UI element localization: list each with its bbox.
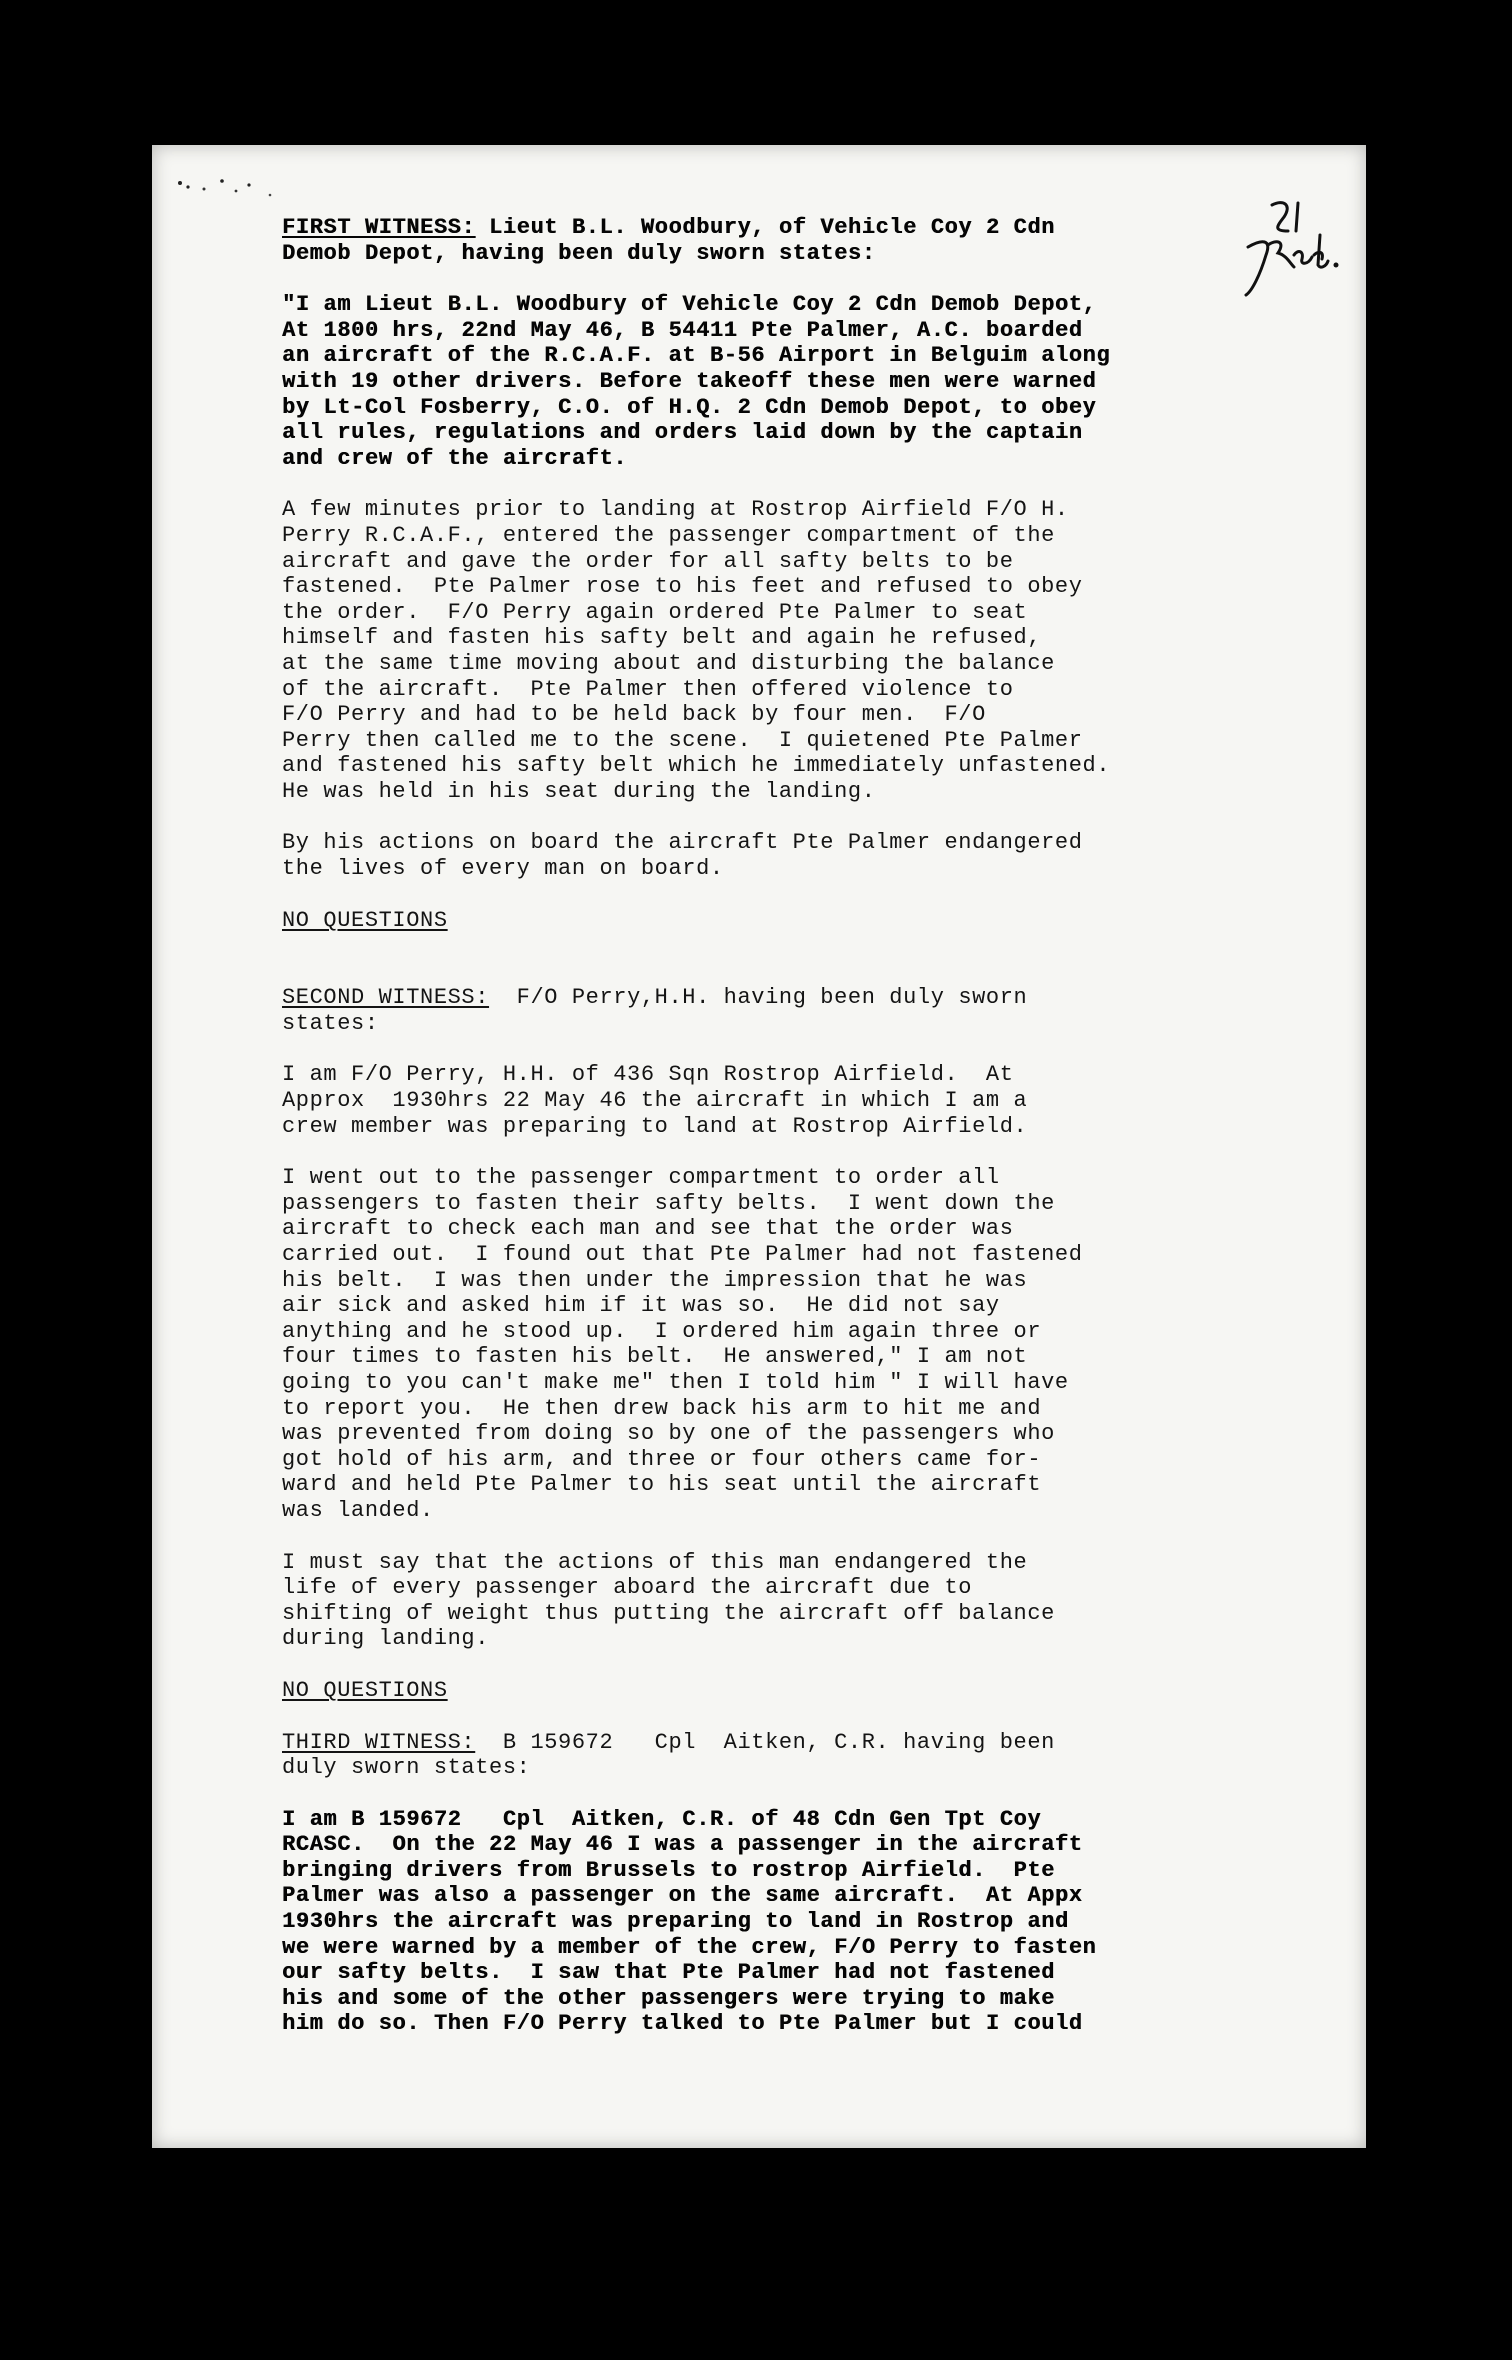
- text-line: I went out to the passenger compartment to order all: [282, 1165, 1000, 1191]
- text-line: Perry then called me to the scene. I quietened Pte Palmer: [282, 727, 1083, 753]
- text-line: Perry R.C.A.F., entered the passenger compartment of the: [282, 522, 1055, 548]
- text-line: going to you can't make me" then I told him " I will have: [282, 1369, 1069, 1395]
- witness1-heading-rest: Lieut B.L. Woodbury, of Vehicle Coy 2 Cdn: [475, 215, 1055, 240]
- text-line: He was held in his seat during the landing.: [282, 778, 876, 804]
- witness1-paragraph-3: [282, 830, 1282, 881]
- witness2-heading-rest: F/O Perry,H.H. having been duly sworn: [489, 985, 1028, 1011]
- text-line: air sick and asked him if it was so. He did not say: [282, 1293, 1000, 1319]
- page-specks: [174, 173, 294, 203]
- document-page: [152, 145, 1366, 2148]
- text-line: crew member was preparing to land at Rostrop Airfield.: [282, 1113, 1028, 1139]
- text-line: By his actions on board the aircraft Pte Palmer endangered: [282, 830, 1083, 856]
- witness2-paragraph-2: [282, 1165, 1282, 1523]
- text-line: bringing drivers from Brussels to rostrop Airfield. Pte: [282, 1857, 1055, 1883]
- text-line: aircraft and gave the order for all safty belts to be: [282, 548, 1014, 574]
- text-line: all rules, regulations and orders laid down by the captain: [282, 420, 1083, 446]
- text-line: A few minutes prior to landing at Rostrop Airfield F/O H.: [282, 497, 1069, 523]
- text-line: during landing.: [282, 1626, 490, 1652]
- text-line: Approx 1930hrs 22 May 46 the aircraft in which I am a: [282, 1088, 1028, 1114]
- text-line: shifting of weight thus putting the aircraft off balance: [282, 1600, 1055, 1626]
- text-line: of the aircraft. Pte Palmer then offered violence to: [282, 676, 1014, 702]
- witness2-heading-label: SECOND WITNESS:: [282, 985, 490, 1011]
- text-line: his belt. I was then under the impression that he was: [282, 1267, 1028, 1293]
- text-line: and crew of the aircraft.: [282, 445, 628, 471]
- text-line: the order. F/O Perry again ordered Pte Palmer to seat: [282, 599, 1028, 625]
- text-line: at the same time moving about and disturbing the balance: [282, 650, 1055, 676]
- text-line: F/O Perry and had to be held back by four men. F/O: [282, 702, 986, 728]
- text-line: Palmer was also a passenger on the same aircraft. At Appx: [282, 1883, 1083, 1909]
- text-line: by Lt-Col Fosberry, C.O. of H.Q. 2 Cdn Demob Depot, to obey: [282, 394, 1097, 420]
- witness3-heading: [282, 1730, 1282, 1756]
- text-line: got hold of his arm, and three or four others came for-: [282, 1446, 1042, 1472]
- witness1-paragraph-2: [282, 497, 1282, 804]
- witness3-heading-rest: B 159672 Cpl Aitken, C.R. having been: [475, 1729, 1055, 1755]
- text-line: himself and fasten his safty belt and again he refused,: [282, 625, 1042, 651]
- text-line: passengers to fasten their safty belts. I went down the: [282, 1190, 1055, 1216]
- witness1-no-questions: NO QUESTIONS: [282, 907, 448, 933]
- text-line: I am B 159672 Cpl Aitken, C.R. of 48 Cdn Gen Tpt Coy: [282, 1806, 1042, 1832]
- witness2-heading: [282, 985, 1282, 1011]
- witness2-paragraph-1: [282, 1062, 1282, 1139]
- text-line: we were warned by a member of the crew, F/O Perry to fasten: [282, 1934, 1097, 1960]
- text-line: his and some of the other passengers were trying to make: [282, 1985, 1055, 2011]
- text-line: to report you. He then drew back his arm to hit me and: [282, 1395, 1042, 1421]
- text-line: life of every passenger aboard the aircraft due to: [282, 1575, 973, 1601]
- witness3-heading-line2: duly sworn states:: [282, 1755, 531, 1781]
- text-line: I must say that the actions of this man endangered the: [282, 1549, 1028, 1575]
- text-line: the lives of every man on board.: [282, 856, 724, 882]
- witness1-heading: [282, 215, 1282, 241]
- text-line: was prevented from doing so by one of the passengers who: [282, 1421, 1055, 1447]
- text-line: an aircraft of the R.C.A.F. at B-56 Airport in Belguim along: [282, 343, 1111, 369]
- witness3-paragraph-1: [282, 1807, 1282, 2037]
- text-line: ward and held Pte Palmer to his seat until the aircraft: [282, 1472, 1042, 1498]
- witness2-no-questions: NO QUESTIONS: [282, 1677, 448, 1703]
- testimony-text: [282, 215, 1282, 2037]
- text-line: our safty belts. I saw that Pte Palmer had not fastened: [282, 1960, 1055, 1986]
- text-line: and fastened his safty belt which he immediately unfastened.: [282, 753, 1111, 779]
- text-line: "I am Lieut B.L. Woodbury of Vehicle Coy 2 Cdn Demob Depot,: [282, 292, 1097, 318]
- text-line: At 1800 hrs, 22nd May 46, B 54411 Pte Palmer, A.C. boarded: [282, 317, 1083, 343]
- text-line: 1930hrs the aircraft was preparing to land in Rostrop and: [282, 1909, 1069, 1935]
- witness1-heading-line2: Demob Depot, having been duly sworn states:: [282, 240, 876, 266]
- witness2-paragraph-3: [282, 1550, 1282, 1652]
- text-line: carried out. I found out that Pte Palmer had not fastened: [282, 1242, 1083, 1267]
- text-line: was landed.: [282, 1497, 434, 1523]
- text-line: I am F/O Perry, H.H. of 436 Sqn Rostrop Airfield. At: [282, 1062, 1014, 1088]
- witness3-heading-label: THIRD WITNESS:: [282, 1729, 476, 1755]
- text-line: RCASC. On the 22 May 46 I was a passenger in the aircraft: [282, 1832, 1083, 1858]
- text-line: him do so. Then F/O Perry talked to Pte Palmer but I could: [282, 2011, 1083, 2037]
- witness1-paragraph-1: [282, 292, 1282, 471]
- text-line: aircraft to check each man and see that the order was: [282, 1216, 1014, 1242]
- witness1-heading-label: FIRST WITNESS:: [282, 215, 476, 240]
- witness2-heading-line2: states:: [282, 1010, 379, 1036]
- text-line: four times to fasten his belt. He answered," I am not: [282, 1344, 1028, 1370]
- text-line: fastened. Pte Palmer rose to his feet and refused to obey: [282, 574, 1083, 600]
- text-line: anything and he stood up. I ordered him again three or: [282, 1318, 1042, 1344]
- text-line: with 19 other drivers. Before takeoff these men were warned: [282, 368, 1097, 394]
